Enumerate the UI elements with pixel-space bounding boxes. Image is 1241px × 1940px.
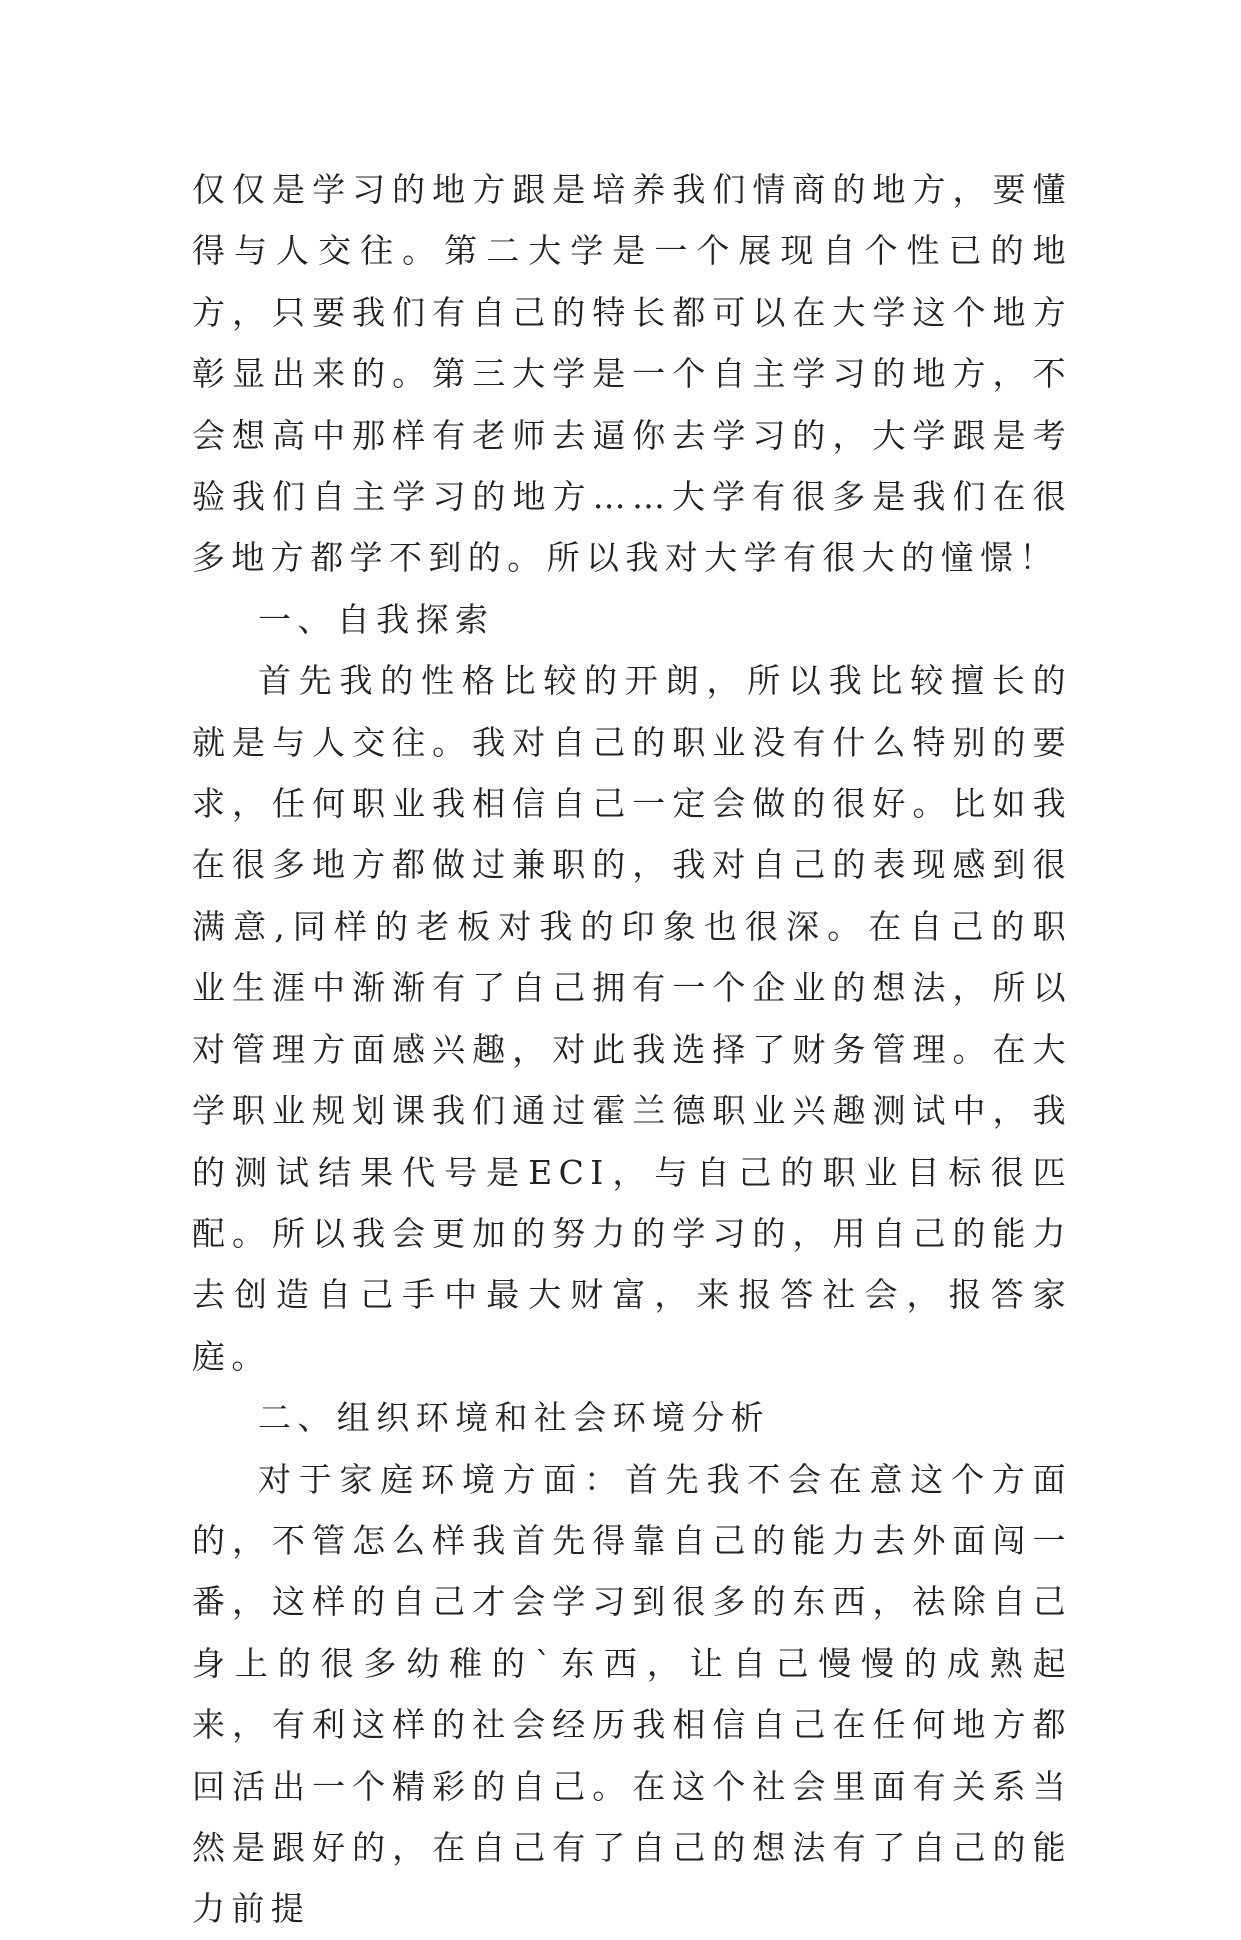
paragraph-intro-continued: 仅仅是学习的地方跟是培养我们情商的地方，要懂得与人交往。第二大学是一个展现自个性已的地方，只要我们有自己的特长都可以在大学这个地方彰显出来的。第三大学是一个自主学习的地方，不会想高中那样有老师去逼你去学习的，大学跟是考验我们自主学习的地方……大学有很多是我们在很多地方都学不到的。所以我对大学有很大的憧憬！ (192, 170, 1072, 578)
document-body (192, 159, 1072, 1940)
paragraph-family-environment: 对于家庭环境方面：首先我不会在意这个方面的，不管怎么样我首先得靠自己的能力去外面闯一番，这样的自己才会学习到很多的东西，祛除自己身上的很多幼稚的`东西，让自己慢慢的成熟起来，有利这样的社会经历我相信自己在任何地方都回活出一个精彩的自己。在这个社会里面有关系当然是跟好的，在自己有了自己的想法有了自己的能力前提 (192, 1459, 1072, 1929)
section-heading-environment-analysis: 二、组织环境和社会环境分析 (258, 1398, 771, 1438)
paragraph-self-exploration: 首先我的性格比较的开朗，所以我比较擅长的就是与人交往。我对自己的职业没有什么特别的要求，任何职业我相信自己一定会做的很好。比如我在很多地方都做过兼职的，我对自己的表现感到很满意,同样的老板对我的印象也很深。在自己的职业生涯中渐渐有了自己拥有一个企业的想法，所以对管理方面感兴趣，对此我选择了财务管理。在大学职业规划课我们通过霍兰德职业兴趣测试中，我的测试结果代号是ECI，与自己的职业目标很匹配。所以我会更加的努力的学习的，用自己的能力去创造自己手中最大财富，来报答社会，报答家庭。 (192, 661, 1072, 1376)
section-heading-self-exploration: 一、自我探索 (258, 599, 495, 639)
